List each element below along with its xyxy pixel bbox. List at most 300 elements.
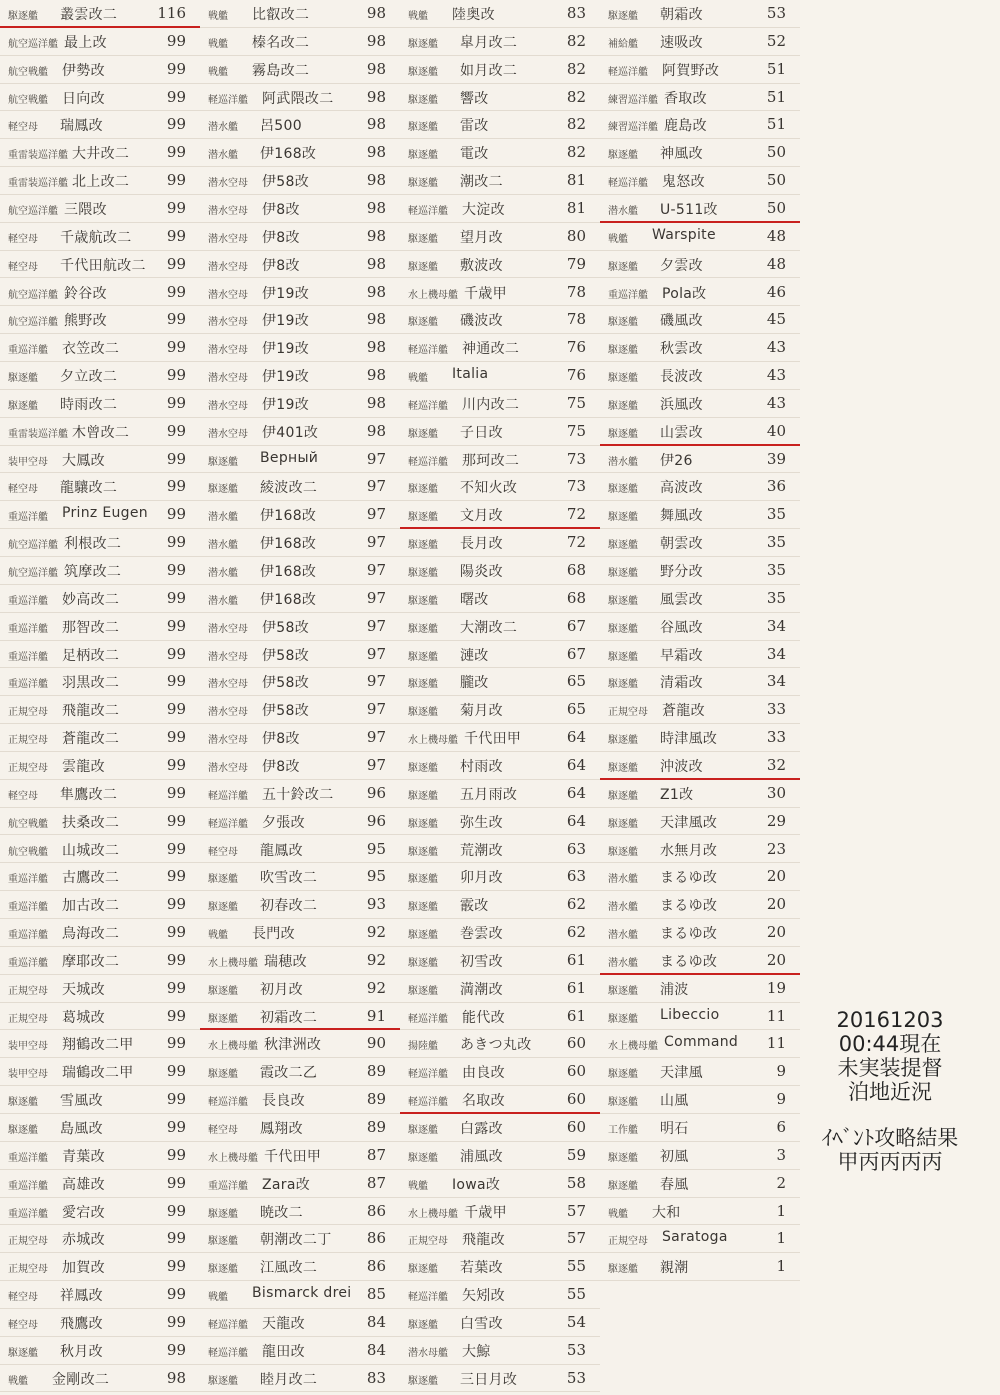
ship-level: 67 <box>566 616 586 635</box>
roster-row <box>0 306 200 334</box>
ship-level: 96 <box>366 783 386 802</box>
roster-row <box>200 1086 400 1114</box>
ship-name: 熊野改 <box>64 313 107 330</box>
ship-type: 装甲空母 <box>8 456 48 468</box>
ship-type: 重巡洋艦 <box>8 595 48 607</box>
ship-level: 97 <box>366 533 386 552</box>
ship-name: 五十鈴改二 <box>262 786 334 803</box>
ship-type: 軽巡洋艦 <box>608 178 648 190</box>
ship-type: 軽空母 <box>8 233 38 245</box>
ship-level: 34 <box>766 616 786 635</box>
ship-type: 駆逐艦 <box>408 38 438 50</box>
roster-row <box>0 668 200 696</box>
ship-name: 青葉改 <box>62 1148 105 1165</box>
ship-type: 駆逐艦 <box>608 400 638 412</box>
ship-level: 99 <box>166 282 186 301</box>
caption-event-result: 甲丙丙丙丙 <box>837 1150 943 1174</box>
roster-row <box>400 696 600 724</box>
ship-type: 航空巡洋艦 <box>8 205 58 217</box>
ship-type: 駆逐艦 <box>408 66 438 78</box>
ship-name: 夕雲改 <box>660 257 703 274</box>
ship-name: まるゆ改 <box>660 898 718 915</box>
ship-type: 戦艦 <box>208 38 228 50</box>
ship-type: 駆逐艦 <box>608 735 638 747</box>
ship-name: 瑞鳳改 <box>60 118 103 135</box>
ship-type: 駆逐艦 <box>608 790 638 802</box>
ship-level: 82 <box>566 87 586 106</box>
ship-name: 北上改二 <box>72 174 130 191</box>
roster-row <box>400 362 600 390</box>
roster-row <box>0 223 200 251</box>
ship-name: 妙高改二 <box>62 591 120 608</box>
ship-type: 重巡洋艦 <box>8 930 48 942</box>
ship-name: 伊19改 <box>262 285 310 302</box>
ship-name: 文月改 <box>460 508 503 525</box>
ship-level: 99 <box>166 198 186 217</box>
ship-level: 11 <box>766 1034 786 1053</box>
roster-row <box>0 1281 200 1309</box>
ship-type: 軽空母 <box>208 846 238 858</box>
ship-level: 54 <box>566 1312 586 1331</box>
roster-row <box>0 1309 200 1337</box>
ship-type: 駆逐艦 <box>408 233 438 245</box>
roster-row <box>200 529 400 557</box>
ship-type: 装甲空母 <box>8 1041 48 1053</box>
ship-level: 98 <box>366 143 386 162</box>
ship-name: 時津風改 <box>660 731 718 748</box>
roster-row <box>200 195 400 223</box>
ship-type: 駆逐艦 <box>408 1319 438 1331</box>
ship-name: 瑞穂改 <box>264 953 307 970</box>
roster-row <box>600 919 800 947</box>
ship-level: 43 <box>766 393 786 412</box>
roster-row <box>200 418 400 446</box>
roster-row <box>400 1030 600 1058</box>
ship-level: 99 <box>166 1118 186 1136</box>
ship-level: 87 <box>366 1173 386 1192</box>
ship-level: 9 <box>776 1090 786 1109</box>
ship-name: Saratoga <box>662 1229 728 1246</box>
ship-name: 飛龍改二 <box>62 703 120 720</box>
roster-row <box>400 195 600 223</box>
ship-type: 正規空母 <box>8 985 48 997</box>
roster-row <box>0 473 200 501</box>
roster-row <box>600 1142 800 1170</box>
ship-level: 20 <box>766 895 786 914</box>
roster-row <box>600 1058 800 1086</box>
roster-row <box>200 251 400 279</box>
ship-name: 初風 <box>660 1148 689 1165</box>
ship-level: 98 <box>366 4 386 22</box>
roster-row <box>200 808 400 836</box>
ship-name: 沖波改 <box>660 758 703 775</box>
ship-level: 81 <box>566 171 586 190</box>
ship-name: 伊8改 <box>262 257 300 274</box>
roster-row <box>400 1225 600 1253</box>
ship-type: 潜水空母 <box>208 428 248 440</box>
ship-type: 駆逐艦 <box>408 762 438 774</box>
ship-type: 航空巡洋艦 <box>8 568 58 579</box>
roster-row <box>600 418 800 446</box>
roster-row <box>200 1003 400 1031</box>
ship-type: 駆逐艦 <box>8 1125 38 1136</box>
roster-row <box>400 613 600 641</box>
ship-level: 98 <box>366 115 386 134</box>
ship-type: 戦艦 <box>8 1375 28 1387</box>
roster-row <box>400 836 600 864</box>
roster-row <box>0 195 200 223</box>
ship-level: 99 <box>166 811 186 830</box>
roster-caption <box>800 1008 980 1174</box>
ship-type: 駆逐艦 <box>208 456 238 468</box>
ship-name: まるゆ改 <box>660 870 718 887</box>
ship-type: 駆逐艦 <box>408 178 438 190</box>
ship-type: 駆逐艦 <box>608 762 638 774</box>
ship-level: 99 <box>166 728 186 747</box>
ship-level: 64 <box>566 728 586 747</box>
ship-type: 駆逐艦 <box>408 595 438 607</box>
ship-name: 満潮改 <box>460 981 503 998</box>
ship-name: Warspite <box>652 226 716 243</box>
roster-row <box>600 501 800 529</box>
ship-type: 駆逐艦 <box>608 651 638 663</box>
roster-row <box>600 1225 800 1253</box>
ship-level: 116 <box>157 4 186 22</box>
roster-row <box>200 1337 400 1365</box>
ship-name: 鹿島改 <box>664 118 707 135</box>
ship-level: 99 <box>166 839 186 858</box>
ship-type: 駆逐艦 <box>408 818 438 830</box>
ship-type: 潜水艦 <box>608 205 638 217</box>
ship-type: 航空戦艦 <box>8 94 48 106</box>
ship-type: 駆逐艦 <box>608 345 638 357</box>
roster-row <box>200 1365 400 1393</box>
ship-type: 駆逐艦 <box>408 1375 438 1387</box>
ship-name: 伊19改 <box>262 396 310 413</box>
ship-level: 99 <box>166 505 186 524</box>
ship-name: 大鳳改 <box>62 452 105 469</box>
roster-row <box>400 780 600 808</box>
ship-level: 99 <box>166 616 186 635</box>
ship-level: 99 <box>166 950 186 969</box>
ship-level: 72 <box>566 533 586 552</box>
roster-row <box>600 1030 800 1058</box>
roster-row <box>400 668 600 696</box>
ship-type: 潜水空母 <box>208 261 248 273</box>
ship-level: 97 <box>366 588 386 607</box>
ship-name: Iowa改 <box>452 1176 501 1193</box>
ship-level: 34 <box>766 672 786 691</box>
ship-name: 霰改 <box>460 898 489 915</box>
roster-row <box>200 223 400 251</box>
ship-level: 98 <box>366 393 386 412</box>
ship-level: 57 <box>566 1229 586 1248</box>
ship-level: 99 <box>166 366 186 385</box>
ship-type: 戦艦 <box>408 373 428 385</box>
ship-name: 三隈改 <box>64 201 107 218</box>
ship-type: 重巡洋艦 <box>8 902 48 914</box>
ship-level: 3 <box>776 1145 786 1164</box>
roster-row <box>400 251 600 279</box>
ship-name: Libeccio <box>660 1006 720 1023</box>
ship-name: Pola改 <box>662 285 707 302</box>
ship-level: 99 <box>166 700 186 719</box>
ship-name: 子日改 <box>460 424 503 441</box>
ship-level: 99 <box>166 923 186 942</box>
ship-level: 20 <box>766 867 786 886</box>
roster-row <box>200 668 400 696</box>
ship-name: 清霜改 <box>660 675 703 692</box>
ship-name: 敷波改 <box>460 257 503 274</box>
ship-level: 33 <box>766 700 786 719</box>
ship-level: 64 <box>566 811 586 830</box>
roster-row <box>600 1170 800 1198</box>
ship-name: 伊26 <box>660 452 693 469</box>
ship-name: 翔鶴改二甲 <box>62 1037 134 1054</box>
roster-row <box>0 557 200 585</box>
roster-row <box>200 84 400 112</box>
ship-type: 駆逐艦 <box>608 1097 638 1109</box>
ship-name: 大淀改 <box>462 201 505 218</box>
roster-row <box>400 446 600 474</box>
ship-level: 82 <box>566 143 586 162</box>
ship-level: 99 <box>166 87 186 106</box>
roster-row <box>600 306 800 334</box>
roster-row <box>600 752 800 780</box>
roster-row <box>200 1058 400 1086</box>
ship-name: 伊19改 <box>262 313 310 330</box>
ship-type: 駆逐艦 <box>608 1264 638 1276</box>
ship-name: 呂500 <box>260 118 302 135</box>
roster-row <box>200 1170 400 1198</box>
ship-name: 時雨改二 <box>60 396 118 413</box>
ship-type: 水上機母艦 <box>408 735 458 747</box>
roster-row <box>400 473 600 501</box>
ship-name: 白雪改 <box>460 1315 503 1332</box>
ship-name: 舞風改 <box>660 508 703 525</box>
ship-type: 潜水艦 <box>208 150 238 162</box>
ship-type: 水上機母艦 <box>608 1041 658 1053</box>
ship-type: 軽巡洋艦 <box>408 205 448 217</box>
ship-type: 装甲空母 <box>8 1069 48 1081</box>
ship-name: 菊月改 <box>460 703 503 720</box>
roster-row <box>200 863 400 891</box>
ship-level: 99 <box>166 1062 186 1081</box>
ship-type: 重巡洋艦 <box>608 289 648 301</box>
ship-level: 89 <box>366 1090 386 1109</box>
ship-name: 伊8改 <box>262 201 300 218</box>
ship-type: 駆逐艦 <box>408 623 438 635</box>
roster-row <box>600 613 800 641</box>
ship-type: 正規空母 <box>8 1264 48 1276</box>
roster-row <box>600 975 800 1003</box>
ship-level: 79 <box>566 254 586 273</box>
ship-name: 磯風改 <box>660 313 703 330</box>
roster-row <box>600 390 800 418</box>
ship-level: 99 <box>166 1145 186 1164</box>
ship-type: 重巡洋艦 <box>8 651 48 663</box>
ship-level: 97 <box>366 449 386 468</box>
ship-type: 潜水艦 <box>608 456 638 468</box>
ship-level: 51 <box>766 87 786 106</box>
roster-row <box>0 251 200 279</box>
ship-type: 潜水空母 <box>208 233 248 245</box>
ship-level: 99 <box>166 978 186 997</box>
ship-type: 水上機母艦 <box>208 1041 258 1053</box>
ship-name: 磯波改 <box>460 313 503 330</box>
roster-row <box>200 1030 400 1058</box>
ship-name: Command <box>664 1034 739 1051</box>
ship-name: 千歳航改二 <box>60 229 132 246</box>
roster-row <box>400 390 600 418</box>
ship-level: 43 <box>766 338 786 357</box>
ship-name: 天津風 <box>660 1065 703 1082</box>
ship-type: 軽巡洋艦 <box>208 1319 248 1331</box>
ship-name: 扶桑改二 <box>62 814 120 831</box>
ship-type: 潜水艦 <box>208 122 238 134</box>
ship-name: 隼鷹改二 <box>60 786 118 803</box>
ship-name: 天津風改 <box>660 814 718 831</box>
ship-level: 11 <box>766 1006 786 1025</box>
ship-type: 駆逐艦 <box>408 568 438 579</box>
roster-row <box>0 167 200 195</box>
ship-level: 99 <box>166 895 186 914</box>
roster-row <box>400 501 600 529</box>
ship-name: 加賀改 <box>62 1260 105 1277</box>
ship-name: 木曾改二 <box>72 424 130 441</box>
ship-level: 60 <box>566 1118 586 1136</box>
roster-row <box>0 111 200 139</box>
ship-type: 駆逐艦 <box>608 568 638 579</box>
ship-level: 98 <box>366 87 386 106</box>
ship-type: 駆逐艦 <box>608 595 638 607</box>
ship-type: 水上機母艦 <box>208 957 258 969</box>
ship-level: 82 <box>566 59 586 78</box>
ship-type: 重雷装巡洋艦 <box>8 428 68 440</box>
ship-level: 86 <box>366 1257 386 1276</box>
roster-row <box>400 752 600 780</box>
ship-level: 95 <box>366 867 386 886</box>
ship-name: 大井改二 <box>72 146 130 163</box>
roster-row <box>0 808 200 836</box>
ship-type: 駆逐艦 <box>408 1152 438 1164</box>
ship-level: 53 <box>566 1340 586 1359</box>
ship-level: 29 <box>766 811 786 830</box>
ship-name: 伊168改 <box>260 591 317 608</box>
ship-type: 駆逐艦 <box>608 150 638 162</box>
ship-level: 1 <box>776 1229 786 1248</box>
ship-level: 20 <box>766 950 786 969</box>
ship-type: 駆逐艦 <box>208 484 238 496</box>
ship-level: 62 <box>566 923 586 942</box>
roster-row <box>0 696 200 724</box>
ship-name: 榛名改二 <box>252 34 310 51</box>
ship-name: 長波改 <box>660 369 703 386</box>
ship-type: 水上機母艦 <box>408 289 458 301</box>
ship-name: 阿賀野改 <box>662 62 720 79</box>
ship-type: 軽巡洋艦 <box>408 345 448 357</box>
ship-level: 99 <box>166 1090 186 1109</box>
roster-row <box>400 1253 600 1281</box>
roster-row <box>400 975 600 1003</box>
roster-row <box>200 641 400 669</box>
roster-row <box>600 167 800 195</box>
ship-name: 鳥海改二 <box>62 926 120 943</box>
ship-type: 駆逐艦 <box>408 150 438 162</box>
ship-level: 34 <box>766 644 786 663</box>
ship-type: 航空戦艦 <box>8 818 48 830</box>
ship-level: 63 <box>566 839 586 858</box>
roster-row <box>200 501 400 529</box>
ship-level: 82 <box>566 31 586 50</box>
roster-row <box>0 919 200 947</box>
ship-name: 早霜改 <box>660 647 703 664</box>
ship-name: 野分改 <box>660 564 703 580</box>
ship-type: 駆逐艦 <box>208 902 238 914</box>
ship-level: 99 <box>166 867 186 886</box>
ship-type: 駆逐艦 <box>408 957 438 969</box>
ship-type: 正規空母 <box>8 1236 48 1248</box>
ship-type: 潜水艦 <box>608 957 638 969</box>
ship-level: 98 <box>166 1368 186 1387</box>
ship-type: 駆逐艦 <box>8 400 38 412</box>
ship-type: 駆逐艦 <box>408 707 438 719</box>
roster-row <box>400 947 600 975</box>
ship-type: 重巡洋艦 <box>8 512 48 524</box>
roster-row <box>0 780 200 808</box>
roster-row <box>400 1170 600 1198</box>
ship-type: 軽巡洋艦 <box>208 790 248 802</box>
ship-name: 霞改二乙 <box>260 1065 318 1082</box>
ship-name: 高雄改 <box>62 1176 105 1193</box>
ship-name: 足柄改二 <box>62 647 120 664</box>
ship-type: 潜水空母 <box>208 289 248 301</box>
ship-name: 漣改 <box>460 647 489 664</box>
roster-row <box>200 975 400 1003</box>
ship-level: 48 <box>766 254 786 273</box>
ship-type: 潜水艦 <box>608 902 638 914</box>
ship-level: 86 <box>366 1201 386 1220</box>
roster-row <box>600 836 800 864</box>
ship-level: 93 <box>366 895 386 914</box>
ship-type: 軽空母 <box>8 1292 38 1304</box>
roster-row <box>600 529 800 557</box>
ship-name: Z1改 <box>660 786 694 803</box>
roster-row <box>0 362 200 390</box>
ship-type: 重雷装巡洋艦 <box>8 150 68 162</box>
ship-type: 正規空母 <box>608 707 648 719</box>
ship-level: 99 <box>166 115 186 134</box>
roster-row <box>600 585 800 613</box>
ship-level: 51 <box>766 115 786 134</box>
roster-row <box>400 1198 600 1226</box>
roster-row <box>200 780 400 808</box>
ship-level: 83 <box>566 4 586 22</box>
ship-name: 弥生改 <box>460 814 503 831</box>
roster-row <box>0 1337 200 1365</box>
ship-level: 6 <box>776 1118 786 1136</box>
roster-row <box>600 0 800 28</box>
ship-name: 秋月改 <box>60 1343 103 1360</box>
ship-name: 千歳甲 <box>464 1204 507 1221</box>
ship-name: 不知火改 <box>460 480 518 497</box>
ship-type: 駆逐艦 <box>208 1264 238 1276</box>
roster-row <box>400 111 600 139</box>
ship-level: 84 <box>366 1312 386 1331</box>
ship-name: 山風 <box>660 1093 689 1110</box>
ship-level: 80 <box>566 226 586 245</box>
ship-name: 秋津洲改 <box>264 1037 322 1054</box>
